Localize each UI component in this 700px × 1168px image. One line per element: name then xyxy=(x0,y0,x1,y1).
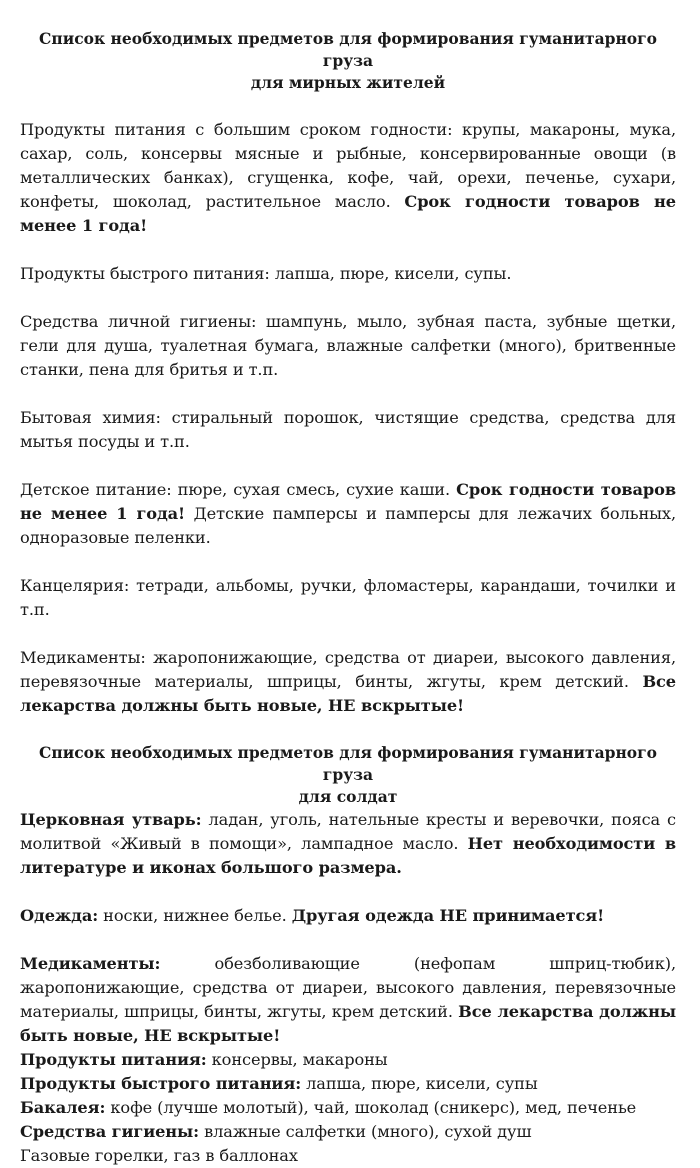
soldiers-church-text: ладан, уголь, нательные кресты и веревочки, пояса с молитвой «Живый в помощи», лампадное масло. xyxy=(20,810,676,853)
soldiers-hygiene-text: влажные салфетки (много), сухой душ xyxy=(204,1122,532,1141)
soldiers-title-line2: для солдат xyxy=(298,787,398,806)
soldiers-medicine-note: Все лекарства должны быть новые, НЕ вскрытые! xyxy=(20,1002,676,1045)
civilians-hygiene-paragraph: Средства личной гигиены: шампунь, мыло, зубная паста, зубные щетки, гели для душа, туалетная бумага, влажные салфетки (много), бритвенные станки, пена для бритья и т.п. xyxy=(20,312,676,379)
soldiers-title-line1: Список необходимых предметов для формирования гуманитарного груза xyxy=(39,743,657,784)
soldiers-medicine-label: Медикаменты: xyxy=(20,954,161,973)
soldiers-clothes-label: Одежда: xyxy=(20,906,99,925)
civilians-baby-text-after: Детские памперсы и памперсы для лежачих больных, одноразовые пеленки. xyxy=(20,504,677,547)
civilians-baby-expiry-note: Срок годности товаров не менее 1 года! xyxy=(20,480,676,523)
civilians-medicine-paragraph xyxy=(20,646,676,718)
soldiers-list-block xyxy=(20,952,676,1168)
soldiers-clothes-paragraph xyxy=(20,904,676,928)
civilians-section-title xyxy=(20,28,676,94)
civilians-food-long-expiry-note: Срок годности товаров не менее 1 года! xyxy=(20,192,676,235)
soldiers-fast-food-line xyxy=(20,1072,676,1096)
civilians-food-long-text: Продукты питания с большим сроком годности: крупы, макароны, мука, сахар, соль, консервы мясные и рыбные, консервированные овощи (в металлических банках), сгущенка, кофе, чай, орехи, печенье, сухари, конфеты, шоколад, растительное масло. xyxy=(20,120,676,211)
civilians-title-line2: для мирных жителей xyxy=(250,73,446,92)
soldiers-food-line xyxy=(20,1048,676,1072)
soldiers-section-title xyxy=(20,742,676,808)
soldiers-food-label: Продукты питания: xyxy=(20,1050,207,1069)
soldiers-food-text: консервы, макароны xyxy=(211,1050,388,1069)
civilians-household-paragraph: Бытовая химия: стиральный порошок, чистящие средства, средства для мытья посуды и т.п. xyxy=(20,408,676,451)
soldiers-fast-food-label: Продукты быстрого питания: xyxy=(20,1074,302,1093)
civilians-fast-food-paragraph: Продукты быстрого питания: лапша, пюре, кисели, супы. xyxy=(20,264,512,283)
soldiers-fast-food-text: лапша, пюре, кисели, супы xyxy=(306,1074,538,1093)
soldiers-medicine-text: обезболивающие (нефопам шприц-тюбик), жаропонижающие, средства от диареи, высокого давления, перевязочные материалы, шприцы, бинты, жгуты, крем детский. xyxy=(20,954,677,1021)
civilians-baby-paragraph xyxy=(20,478,676,550)
soldiers-hygiene-line xyxy=(20,1120,676,1144)
soldiers-clothes-note: Другая одежда НЕ принимается! xyxy=(291,906,605,925)
soldiers-grocery-label: Бакалея: xyxy=(20,1098,106,1117)
soldiers-clothes-text: носки, нижнее белье. xyxy=(103,906,287,925)
civilians-title-line1: Список необходимых предметов для формирования гуманитарного груза xyxy=(39,29,657,70)
soldiers-hygiene-label: Средства гигиены: xyxy=(20,1122,200,1141)
soldiers-church-label: Церковная утварь: xyxy=(20,810,202,829)
civilians-baby-text-before: Детское питание: пюре, сухая смесь, сухие каши. xyxy=(20,480,451,499)
civilians-food-long-paragraph xyxy=(20,118,676,238)
soldiers-medicine-paragraph xyxy=(20,952,676,1048)
civilians-medicine-text: Медикаменты: жаропонижающие, средства от диареи, высокого давления, перевязочные материалы, шприцы, бинты, жгуты, крем детский. xyxy=(20,648,676,691)
civilians-stationery-paragraph: Канцелярия: тетради, альбомы, ручки, фломастеры, карандаши, точилки и т.п. xyxy=(20,576,676,619)
soldiers-grocery-text: кофе (лучше молотый), чай, шоколад (сникерс), мед, печенье xyxy=(110,1098,637,1117)
soldiers-church-paragraph xyxy=(20,808,676,880)
soldiers-gas-line: Газовые горелки, газ в баллонах xyxy=(20,1146,298,1165)
civilians-medicine-note: Все лекарства должны быть новые, НЕ вскрытые! xyxy=(20,672,676,715)
soldiers-grocery-line xyxy=(20,1096,676,1120)
soldiers-church-note: Нет необходимости в литературе и иконах большого размера. xyxy=(20,834,676,877)
